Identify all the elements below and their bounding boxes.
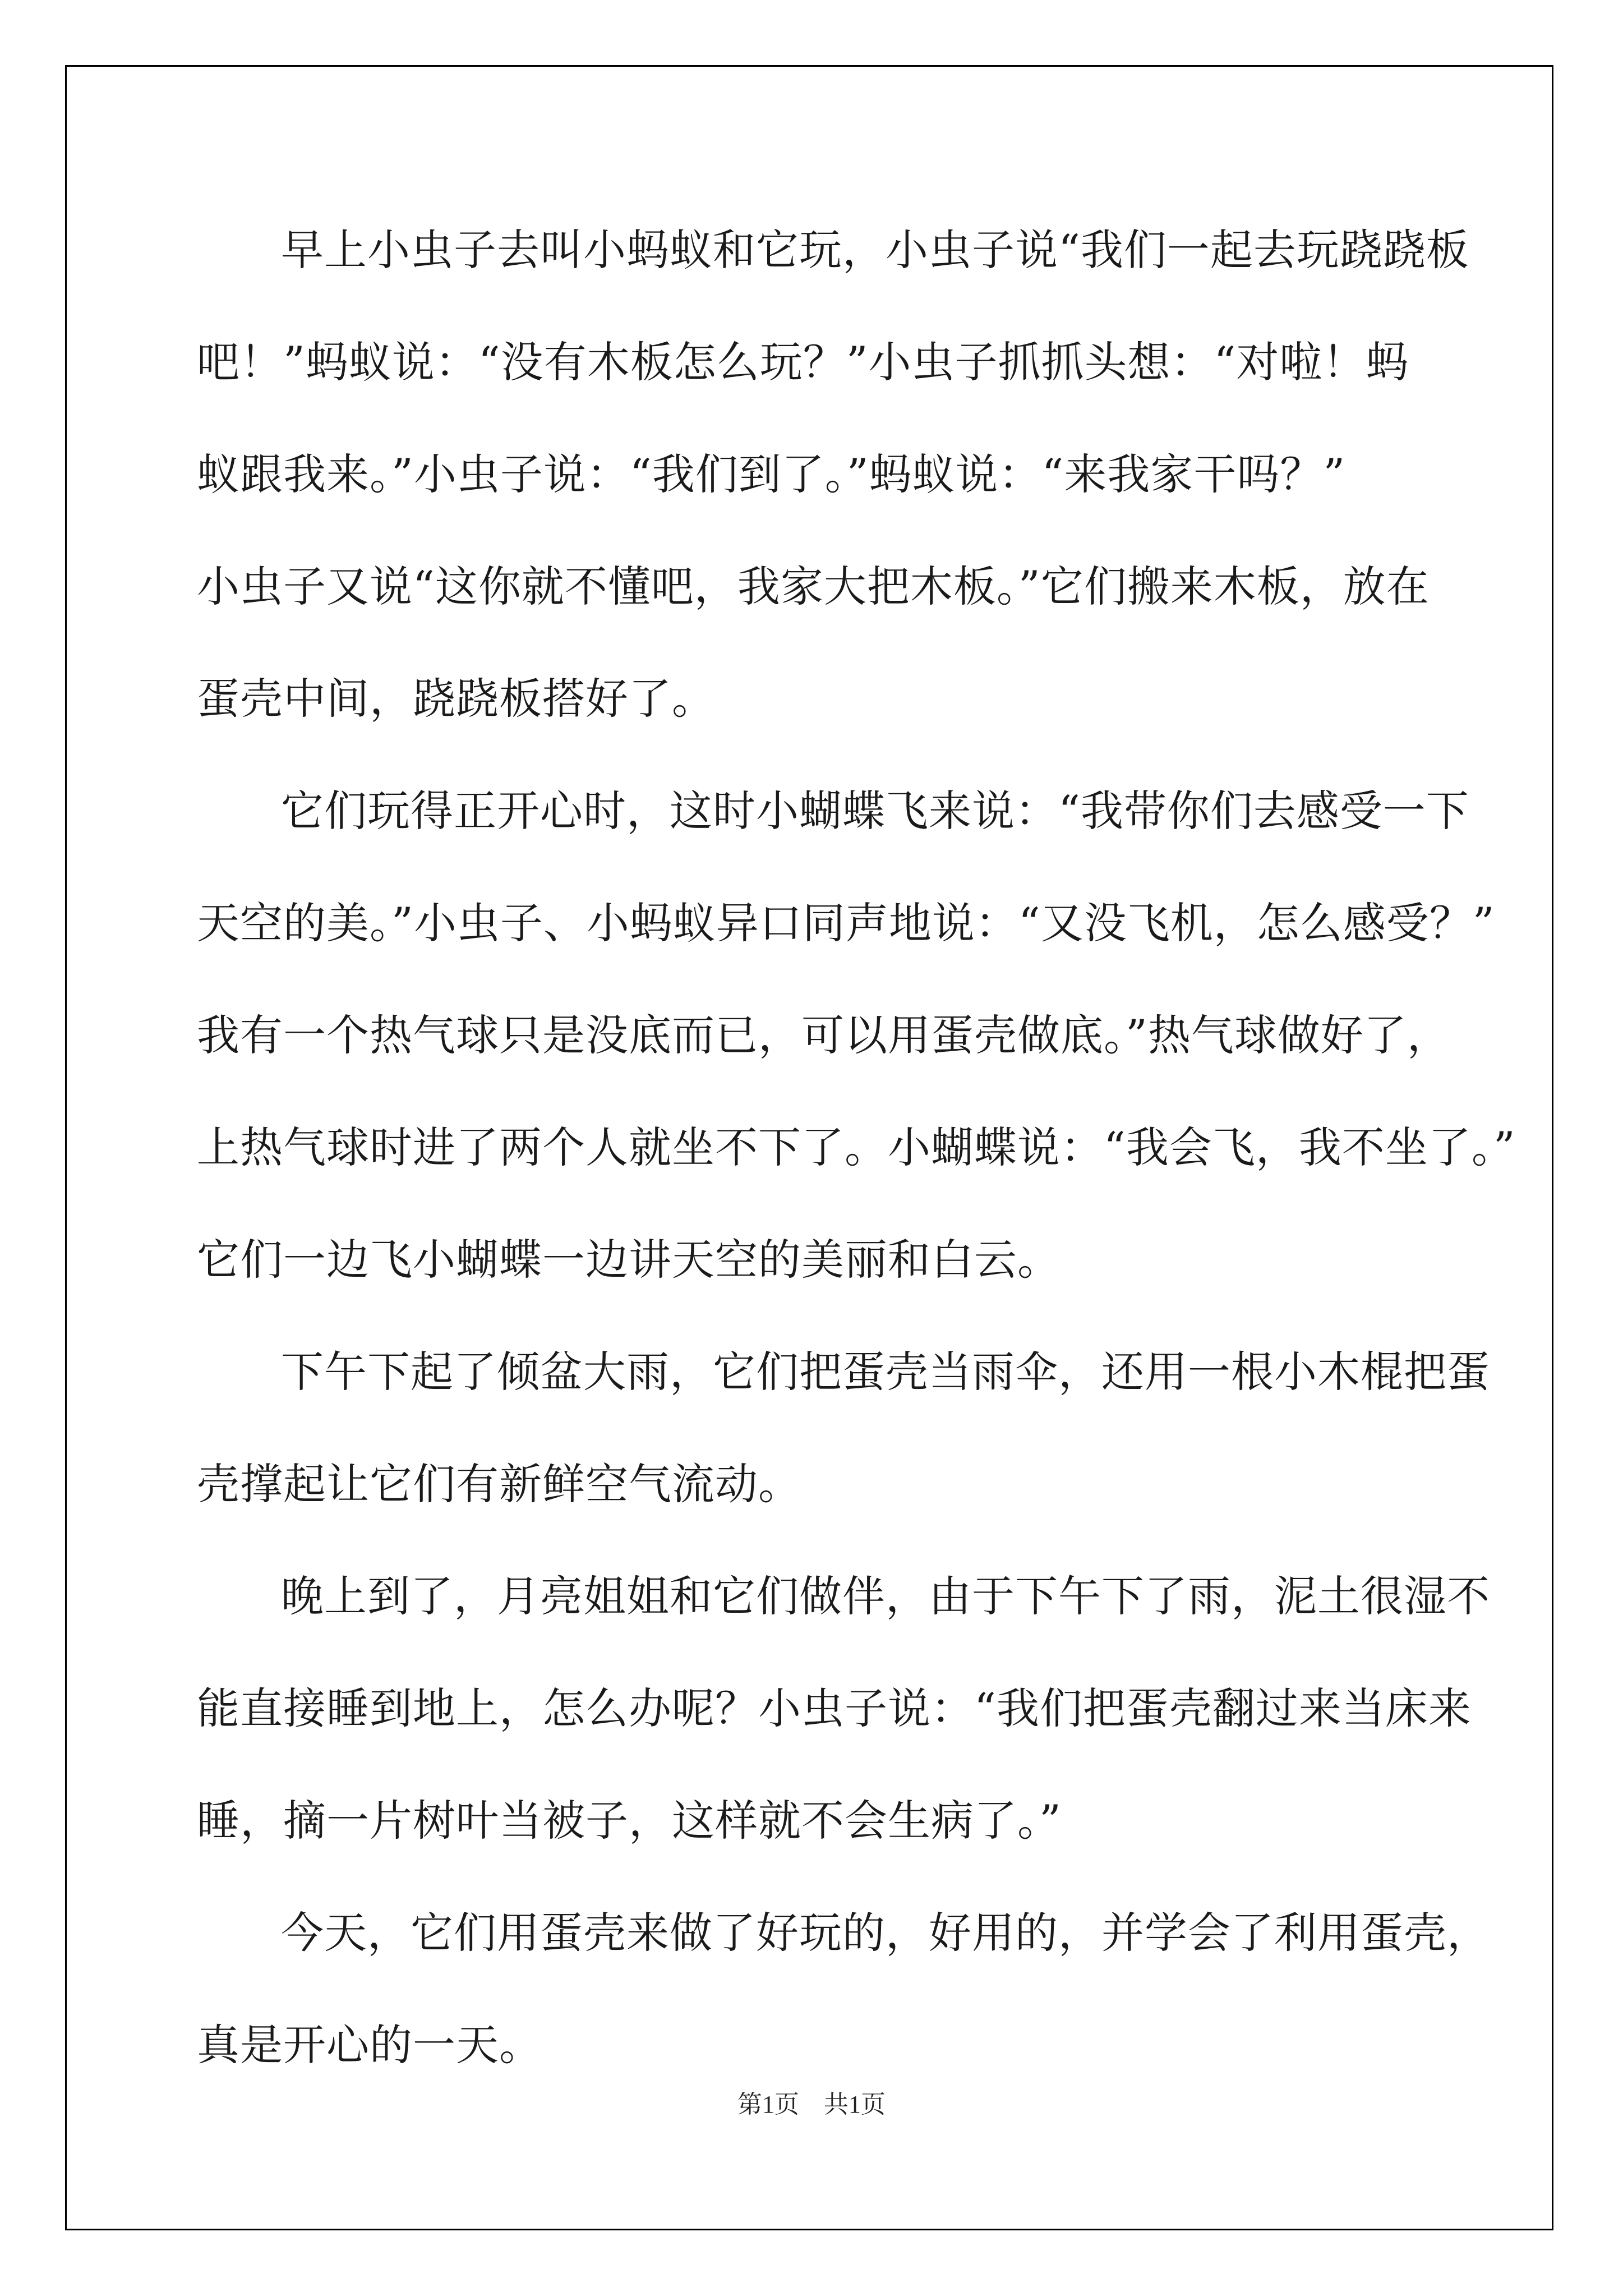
text-line: 上热气球时进了两个人就坐不下了。小蝴蝶说：“我会飞，我不坐了。” — [197, 1122, 1516, 1172]
text-line: 蛋壳中间，跷跷板搭好了。 — [197, 674, 715, 724]
text-line: 它们一边飞小蝴蝶一边讲天空的美丽和白云。 — [197, 1235, 1061, 1285]
text-line: 真是开心的一天。 — [197, 2020, 542, 2070]
text-line: 能直接睡到地上，怎么办呢？小虫子说：“我们把蛋壳翻过来当床来 — [197, 1683, 1472, 1733]
text-line: 壳撑起让它们有新鲜空气流动。 — [197, 1459, 801, 1509]
paragraph-2 — [197, 777, 1516, 1338]
document-body — [197, 216, 1516, 2123]
text-line: 天空的美。”小虫子、小蚂蚁异口同声地说：“又没飞机，怎么感受？” — [197, 898, 1495, 948]
text-line: 吧！”蚂蚁说：“没有木板怎么玩？”小虫子抓抓头想：“对啦！蚂 — [197, 337, 1409, 387]
text-line: 我有一个热气球只是没底而已，可以用蛋壳做底。”热气球做好了， — [197, 1010, 1450, 1060]
text-line: 下午下起了倾盆大雨，它们把蛋壳当雨伞，还用一根小木棍把蛋 — [281, 1347, 1490, 1397]
text-line: 蚁跟我来。”小虫子说：“我们到了。”蚂蚁说：“来我家干吗？” — [197, 449, 1346, 499]
page-footer: 第1页 共1页 — [737, 2091, 886, 2118]
text-line: 小虫子又说“这你就不懂吧，我家大把木板。”它们搬来木板，放在 — [197, 562, 1430, 611]
paragraph-3 — [197, 1338, 1490, 1562]
text-line: 它们玩得正开心时，这时小蝴蝶飞来说：“我带你们去感受一下 — [281, 786, 1469, 836]
paragraph-4 — [197, 1562, 1490, 1899]
text-line: 睡，摘一片树叶当被子，这样就不会生病了。” — [197, 1796, 1062, 1846]
text-line: 今天，它们用蛋壳来做了好玩的，好用的，并学会了利用蛋壳， — [281, 1908, 1490, 1958]
paragraph-1 — [197, 216, 1487, 777]
text-line: 晚上到了，月亮姐姐和它们做伴，由于下午下了雨，泥土很湿不 — [281, 1571, 1490, 1621]
text-line: 早上小虫子去叫小蚂蚁和它玩，小虫子说“我们一起去玩跷跷板 — [281, 225, 1469, 275]
